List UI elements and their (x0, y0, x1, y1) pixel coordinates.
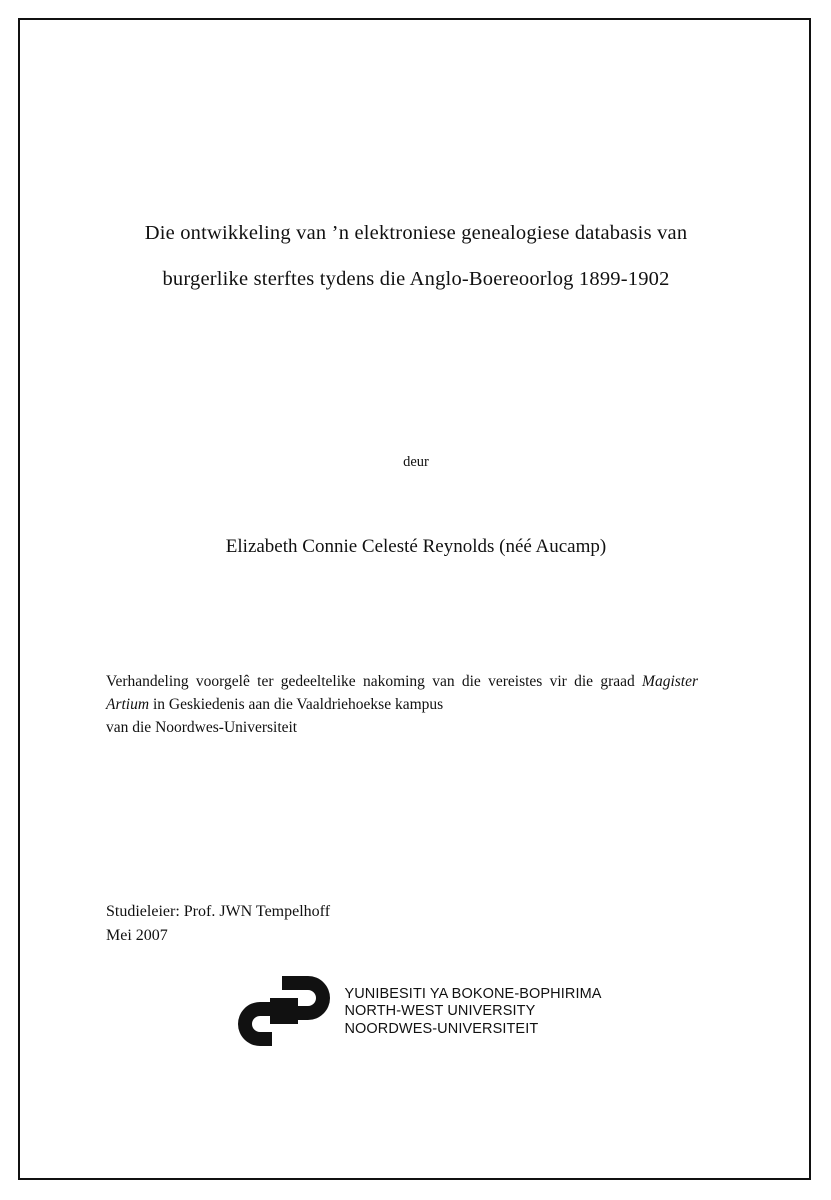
logo-text-line-1: YUNIBESITI YA BOKONE-BOPHIRIMA (344, 985, 602, 1002)
statement-line-3: van die Noordwes-Universiteit (106, 719, 298, 736)
university-logo-text (344, 984, 601, 1039)
logo-text-line-2: NORTH-WEST UNIVERSITY (344, 1003, 536, 1020)
title-line-1: Die ontwikkeling van ’n elektroniese genealogiese databasis van (144, 222, 688, 244)
supervisor-block (106, 900, 726, 948)
statement-part-2: in Geskiedenis aan die Vaaldriehoekse kampus (149, 696, 444, 713)
submission-date: Mei 2007 (106, 927, 168, 944)
north-west-university-logo-icon (230, 972, 338, 1050)
degree-statement (106, 670, 698, 739)
page-border (18, 18, 811, 1180)
statement-degree-italic: Magister Artium (106, 673, 698, 713)
logo-text-line-3: NOORDWES-UNIVERSITEIT (344, 1020, 539, 1037)
by-label: deur (403, 454, 429, 470)
supervisor-name: Studieleier: Prof. JWN Tempelhoff (106, 903, 331, 920)
thesis-title (106, 210, 726, 302)
university-logo (106, 972, 726, 1050)
page-content (106, 20, 726, 1178)
title-line-2: burgerlike sterftes tydens die Anglo-Boereoorlog 1899-1902 (162, 268, 670, 290)
statement-part-1: Verhandeling voorgelê ter gedeeltelike nakoming van die vereistes vir die graad (106, 673, 643, 690)
author-name: Elizabeth Connie Celesté Reynolds (néé Aucamp) (225, 536, 607, 557)
